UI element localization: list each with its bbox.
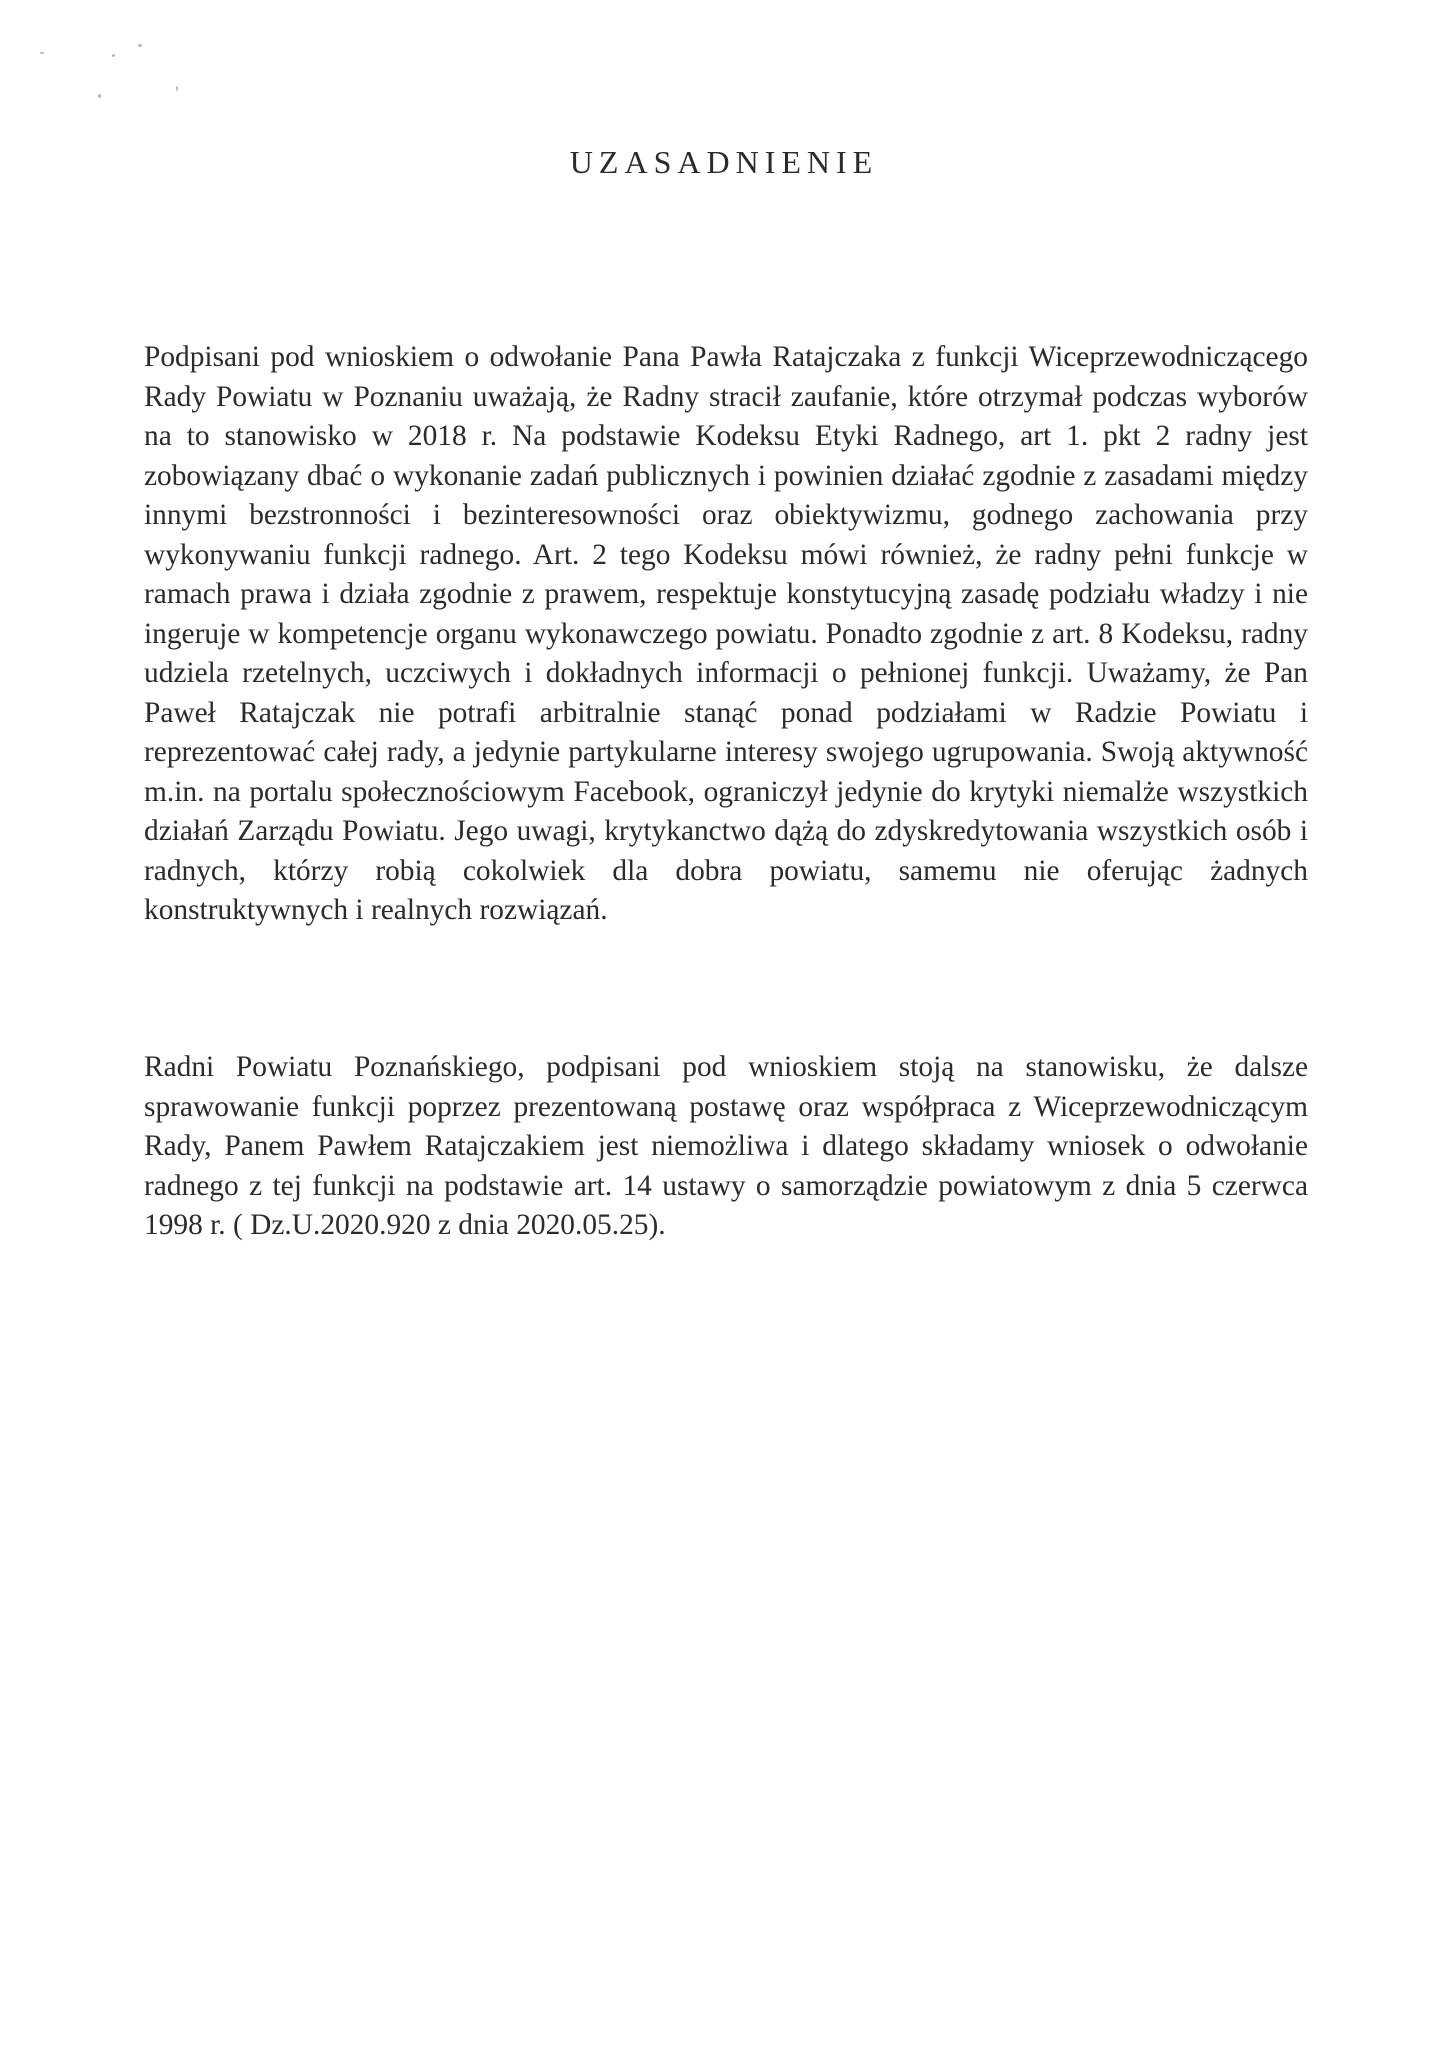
justification-paragraph-2: Radni Powiatu Poznańskiego, podpisani pod wnioskiem stoją na stanowisku, że dalsze sprawowanie funkcji poprzez prezentowaną postawę oraz współpraca z Wiceprzewodniczącym Rady, Panem Pawłem Ratajczakiem jest niemożliwa i dlatego składamy wniosek o odwołanie radnego z tej funkcji na podstawie art. 14 ustawy o samorządzie powiatowym z dnia 5 czerwca 1998 r. ( Dz.U.2020.920 z dnia 2020.05.25). <box>144 1051 1308 1241</box>
document-title: UZASADNIENIE <box>569 144 879 180</box>
scan-speck-mark <box>138 44 142 47</box>
scan-speck-mark <box>112 54 115 57</box>
scan-speck-mark <box>176 86 178 91</box>
scan-speck-mark <box>40 52 44 54</box>
justification-paragraph-1: Podpisani pod wnioskiem o odwołanie Pana Pawła Ratajczaka z funkcji Wiceprzewodniczącego Rady Powiatu w Poznaniu uważają, że Radny stracił zaufanie, które otrzymał podczas wyborów na to stanowisko w 2018 r. Na podstawie Kodeksu Etyki Radnego, art 1. pkt 2 radny jest zobowiązany dbać o wykonanie zadań publicznych i powinien działać zgodnie z zasadami między innymi bezstronności i bezinteresowności oraz obiektywizmu, godnego zachowania przy wykonywaniu funkcji radnego. Art. 2 tego Kodeksu mówi również, że radny pełni funkcje w ramach prawa i działa zgodnie z prawem, respektuje konstytucyjną zasadę podziału władzy i nie ingeruje w kompetencje organu wykonawczego powiatu. Ponadto zgodnie z art. 8 Kodeksu, radny udziela rzetelnych, uczciwych i dokładnych informacji o pełnionej funkcji. Uważamy, że Pan Paweł Ratajczak nie potrafi arbitralnie stanąć ponad podziałami w Radzie Powiatu i reprezentować całej rady, a jedynie partykularne interesy swojego ugrupowania. Swoją aktywność m.in. na portalu społecznościowym Facebook, ograniczył jedynie do krytyki niemalże wszystkich działań Zarządu Powiatu. Jego uwagi, krytykanctwo dążą do zdyskredytowania wszystkich osób i radnych, którzy robią cokolwiek dla dobra powiatu, samemu nie oferując żadnych konstruktywnych i realnych rozwiązań. <box>144 341 1308 926</box>
scan-speck-mark <box>98 94 101 98</box>
